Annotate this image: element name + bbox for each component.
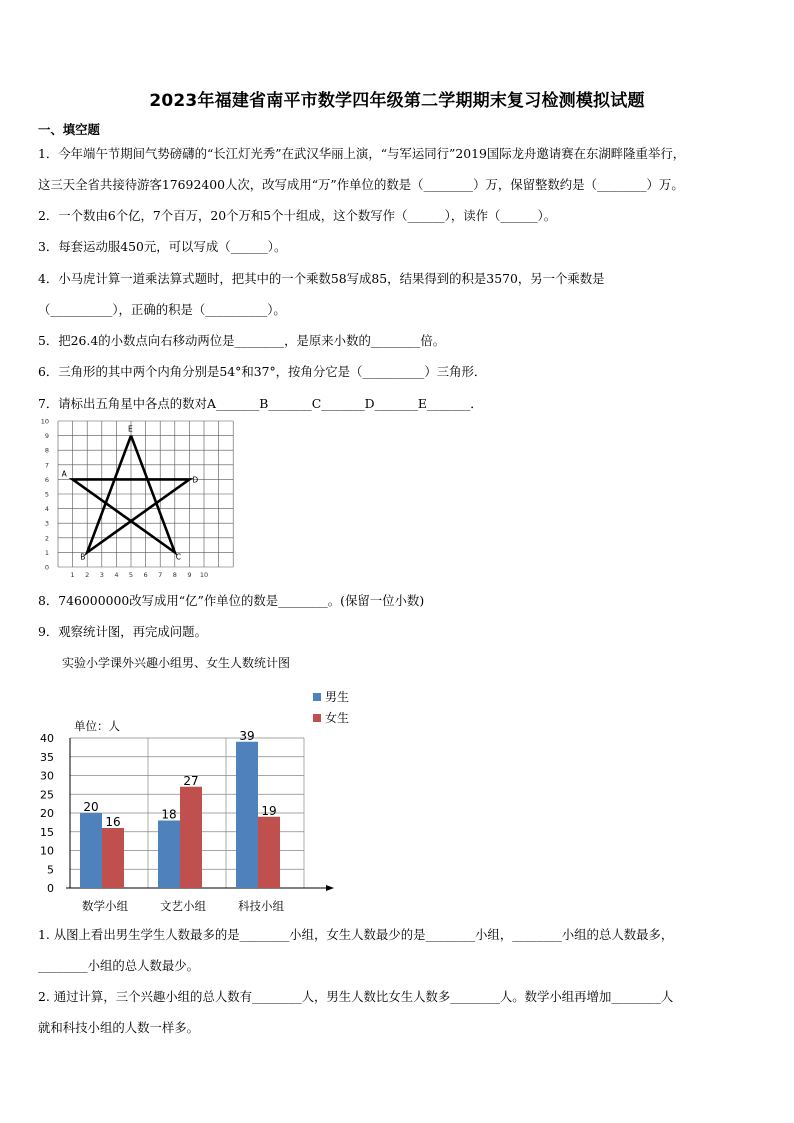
bar-girls	[258, 817, 280, 888]
legend-swatch-boys	[313, 693, 321, 701]
question-4-line-1: 4．小马虎计算一道乘法算式题时，把其中的一个乘数58写成85，结果得到的积是3570，另一个乘数是	[38, 271, 605, 286]
question-6: 6．三角形的其中两个内角分别是54°和37°，按角分它是（__________）三角形．	[38, 364, 487, 379]
y-tick-label: 10	[40, 417, 49, 426]
y-tick-label: 3	[44, 519, 49, 528]
y-tick-label: 2	[44, 534, 49, 543]
x-axis-arrow	[326, 885, 334, 891]
sub-question-1-line-1: 1. 从图上看出男生学生人数最多的是________小组，女生人数最少的是________小组，________小组的总人数最多，	[38, 927, 674, 942]
y-tick-label: 5	[44, 490, 49, 499]
chart-title: 实验小学课外兴趣小组男、女生人数统计图	[62, 656, 291, 670]
question-1-line-1: 1．今年端午节期间气势磅礴的“长江灯光秀”在武汉华丽上演，“与军运同行”2019国际龙舟邀请赛在东湖畔隆重举行，	[38, 146, 686, 161]
x-tick-label: 3	[99, 571, 104, 579]
bar-chart	[34, 684, 374, 916]
bar-boys	[236, 742, 258, 888]
y-axis-label: 单位：人	[74, 719, 120, 733]
y-tick-label: 4	[44, 505, 49, 514]
question-2: 2．一个数由6个亿，7个百万，20个万和5个十组成，这个数写作（______），读作（______）。	[38, 208, 557, 223]
sub-question-2-line-2: 就和科技小组的人数一样多。	[38, 1020, 200, 1035]
x-tick-label: 2	[85, 571, 90, 579]
data-label: 16	[105, 815, 121, 829]
data-label: 18	[161, 807, 177, 822]
point-label-c: C	[175, 552, 182, 562]
y-tick-label: 0	[47, 882, 54, 895]
x-tick-label: 9	[187, 571, 192, 579]
legend-label: 男生	[325, 690, 350, 704]
category-label: 数学小组	[82, 899, 128, 913]
y-tick-label: 6	[44, 475, 49, 484]
sub-question-2-line-1: 2. 通过计算，三个兴趣小组的总人数有________人，男生人数比女生人数多________人。数学小组再增加________人	[38, 989, 674, 1004]
bar-girls	[180, 787, 202, 888]
bar-boys	[158, 821, 180, 889]
question-9: 9．观察统计图，再完成问题。	[38, 624, 207, 639]
y-tick-label: 8	[44, 446, 49, 455]
legend-label: 女生	[325, 711, 350, 725]
page-title: 2023年福建省南平市数学四年级第二学期期末复习检测模拟试题	[149, 91, 645, 111]
y-tick-label: 7	[44, 461, 49, 470]
x-tick-label: 10	[199, 571, 209, 579]
point-label-b: B	[80, 552, 86, 562]
question-3: 3．每套运动服450元，可以写成（______）。	[38, 239, 287, 254]
question-1-line-2: 这三天全省共接待游客17692400人次，改写成用“万”作单位的数是（________）万，保留整数约是（________）万。	[38, 177, 684, 192]
data-label: 19	[261, 803, 277, 818]
y-tick-label: 9	[44, 432, 49, 441]
bar-boys	[80, 813, 102, 888]
y-tick-label: 30	[40, 769, 54, 783]
x-tick-label: 1	[70, 571, 75, 579]
data-label: 20	[83, 800, 99, 814]
legend-swatch-girls	[313, 714, 321, 722]
category-label: 文艺小组	[160, 899, 206, 913]
data-label: 39	[239, 728, 255, 743]
y-tick-label: 25	[40, 788, 54, 802]
x-tick-label: 5	[128, 571, 134, 579]
x-tick-label: 4	[114, 571, 119, 579]
x-tick-label: 7	[158, 571, 163, 579]
x-tick-label: 6	[143, 571, 148, 579]
point-label-a: A	[61, 469, 67, 479]
question-4-line-2: （__________），正确的积是（__________）。	[38, 302, 286, 317]
question-5: 5．把26.4的小数点向右移动两位是________，是原来小数的________倍。	[38, 333, 446, 348]
y-tick-label: 5	[47, 863, 54, 877]
sub-question-1-line-2: ________小组的总人数最少。	[38, 958, 200, 973]
question-8: 8．746000000改写成用“亿”作单位的数是________。(保留一位小数)	[38, 593, 425, 608]
y-tick-label: 15	[40, 825, 54, 839]
point-label-d: D	[192, 475, 199, 485]
point-label-e: E	[128, 424, 133, 434]
x-tick-label: 8	[172, 571, 177, 579]
data-label: 27	[183, 773, 199, 788]
section-heading: 一、填空题	[38, 122, 100, 137]
y-tick-label: 1	[44, 548, 49, 557]
y-tick-label: 20	[40, 807, 54, 820]
star-grid-figure	[34, 417, 239, 582]
category-label: 科技小组	[238, 899, 284, 913]
y-tick-label: 0	[44, 563, 49, 572]
y-tick-label: 10	[40, 844, 54, 858]
question-7: 7．请标出五角星中各点的数对A_______B_______C_______D_______E_______．	[38, 396, 483, 411]
y-tick-label: 35	[40, 750, 54, 764]
bar-girls	[102, 828, 124, 888]
y-tick-label: 40	[40, 732, 54, 745]
